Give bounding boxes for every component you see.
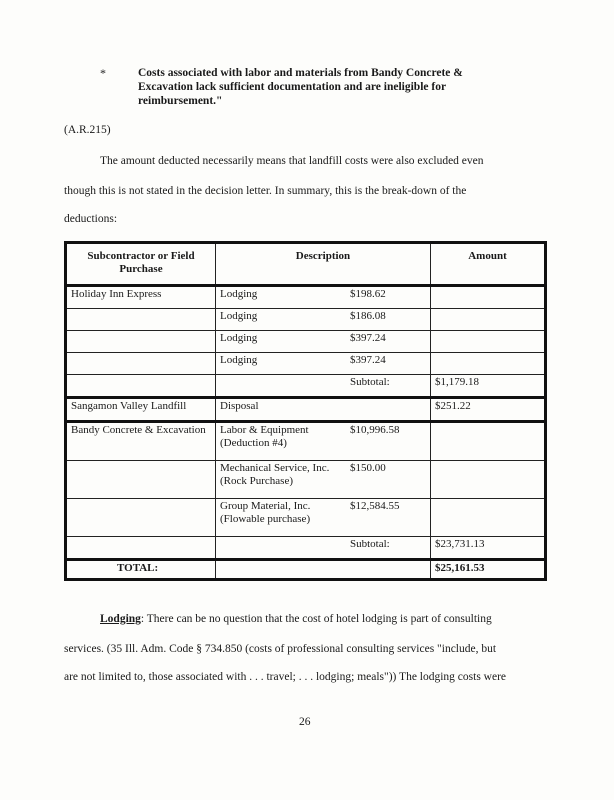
description-amount: $12,584.55 bbox=[350, 500, 400, 512]
table-row bbox=[66, 499, 546, 537]
table-row bbox=[66, 286, 546, 309]
description-amount: $186.08 bbox=[350, 310, 386, 322]
cell-description bbox=[216, 309, 431, 331]
description-text: Lodging bbox=[220, 332, 258, 344]
description-amount: $397.24 bbox=[350, 354, 386, 366]
cell-description bbox=[216, 461, 431, 499]
record-citation: (A.R.215) bbox=[64, 124, 111, 136]
cell-description bbox=[216, 398, 431, 422]
cell-description bbox=[216, 286, 431, 309]
cell-amount bbox=[431, 461, 546, 499]
cell-description bbox=[216, 375, 431, 398]
description-text: Disposal bbox=[220, 400, 259, 412]
table-row bbox=[66, 422, 546, 461]
paragraph-line: though this is not stated in the decision letter. In summary, this is the break-down of the bbox=[64, 185, 467, 197]
subtotal-row bbox=[66, 537, 546, 560]
cell-subcontractor bbox=[66, 499, 216, 537]
cell-description bbox=[216, 499, 431, 537]
description-amount: $397.24 bbox=[350, 332, 386, 344]
cell-amount bbox=[431, 309, 546, 331]
cell-amount bbox=[431, 422, 546, 461]
paragraph-line: deductions: bbox=[64, 213, 118, 225]
description-amount: $10,996.58 bbox=[350, 424, 400, 436]
header-amount: Amount bbox=[431, 243, 546, 286]
cell-amount bbox=[431, 499, 546, 537]
cell-description bbox=[216, 422, 431, 461]
subtotal-row bbox=[66, 375, 546, 398]
cell-amount: $23,731.13 bbox=[431, 537, 546, 560]
table-row bbox=[66, 331, 546, 353]
description-text: Lodging bbox=[220, 288, 258, 300]
cell-amount bbox=[431, 286, 546, 309]
subtotal-label: Subtotal: bbox=[350, 538, 390, 550]
cell-description bbox=[216, 331, 431, 353]
description-text: Mechanical Service, Inc. (Rock Purchase) bbox=[220, 462, 330, 487]
table-row bbox=[66, 461, 546, 499]
bullet-quote-text: Costs associated with labor and materials from Bandy Concrete & Excavation lack sufficient documentation and are ineligible for reimbursement." bbox=[138, 67, 463, 107]
description-text: Labor & Equipment (Deduction #4) bbox=[220, 424, 309, 449]
header-subcontractor: Subcontractor or Field Purchase bbox=[66, 243, 216, 286]
table-row bbox=[66, 398, 546, 422]
table-header-row bbox=[66, 243, 546, 286]
paragraph-line: services. (35 Ill. Adm. Code § 734.850 (costs of professional consulting services "include, but bbox=[64, 643, 497, 655]
cell-subcontractor bbox=[66, 331, 216, 353]
description-amount: $150.00 bbox=[350, 462, 386, 474]
cell-subcontractor bbox=[66, 375, 216, 398]
total-row bbox=[66, 560, 546, 580]
paragraph-line: are not limited to, those associated with . . . travel; . . . lodging; meals")) The lodging costs were bbox=[64, 671, 507, 683]
deductions-table bbox=[64, 241, 547, 581]
cell-subcontractor bbox=[66, 461, 216, 499]
description-amount: $198.62 bbox=[350, 288, 386, 300]
cell-description bbox=[216, 537, 431, 560]
bullet-mark: * bbox=[100, 66, 106, 80]
cell-subcontractor: Sangamon Valley Landfill bbox=[66, 398, 216, 422]
cell-subcontractor bbox=[66, 353, 216, 375]
paragraph-line bbox=[100, 613, 492, 625]
table-row bbox=[66, 353, 546, 375]
cell-subcontractor: Holiday Inn Express bbox=[66, 286, 216, 309]
cell-amount: $251.22 bbox=[431, 398, 546, 422]
table-row bbox=[66, 309, 546, 331]
page-number: 26 bbox=[299, 716, 311, 728]
cell-amount: $1,179.18 bbox=[431, 375, 546, 398]
cell-amount bbox=[431, 331, 546, 353]
paragraph-line: The amount deducted necessarily means that landfill costs were also excluded even bbox=[100, 155, 484, 167]
cell-subcontractor bbox=[66, 309, 216, 331]
description-text: Group Material, Inc. (Flowable purchase) bbox=[220, 500, 311, 525]
total-description-cell bbox=[216, 560, 431, 580]
total-label: TOTAL: bbox=[66, 560, 216, 580]
cell-amount bbox=[431, 353, 546, 375]
cell-subcontractor bbox=[66, 537, 216, 560]
paragraph-text: : There can be no question that the cost of hotel lodging is part of consulting bbox=[140, 613, 492, 625]
subtotal-label: Subtotal: bbox=[350, 376, 390, 388]
header-description: Description bbox=[216, 243, 431, 286]
description-text: Lodging bbox=[220, 310, 258, 322]
description-text: Lodging bbox=[220, 354, 258, 366]
cell-subcontractor: Bandy Concrete & Excavation bbox=[66, 422, 216, 461]
total-amount: $25,161.53 bbox=[431, 560, 546, 580]
lodging-heading: Lodging bbox=[100, 613, 141, 625]
cell-description bbox=[216, 353, 431, 375]
